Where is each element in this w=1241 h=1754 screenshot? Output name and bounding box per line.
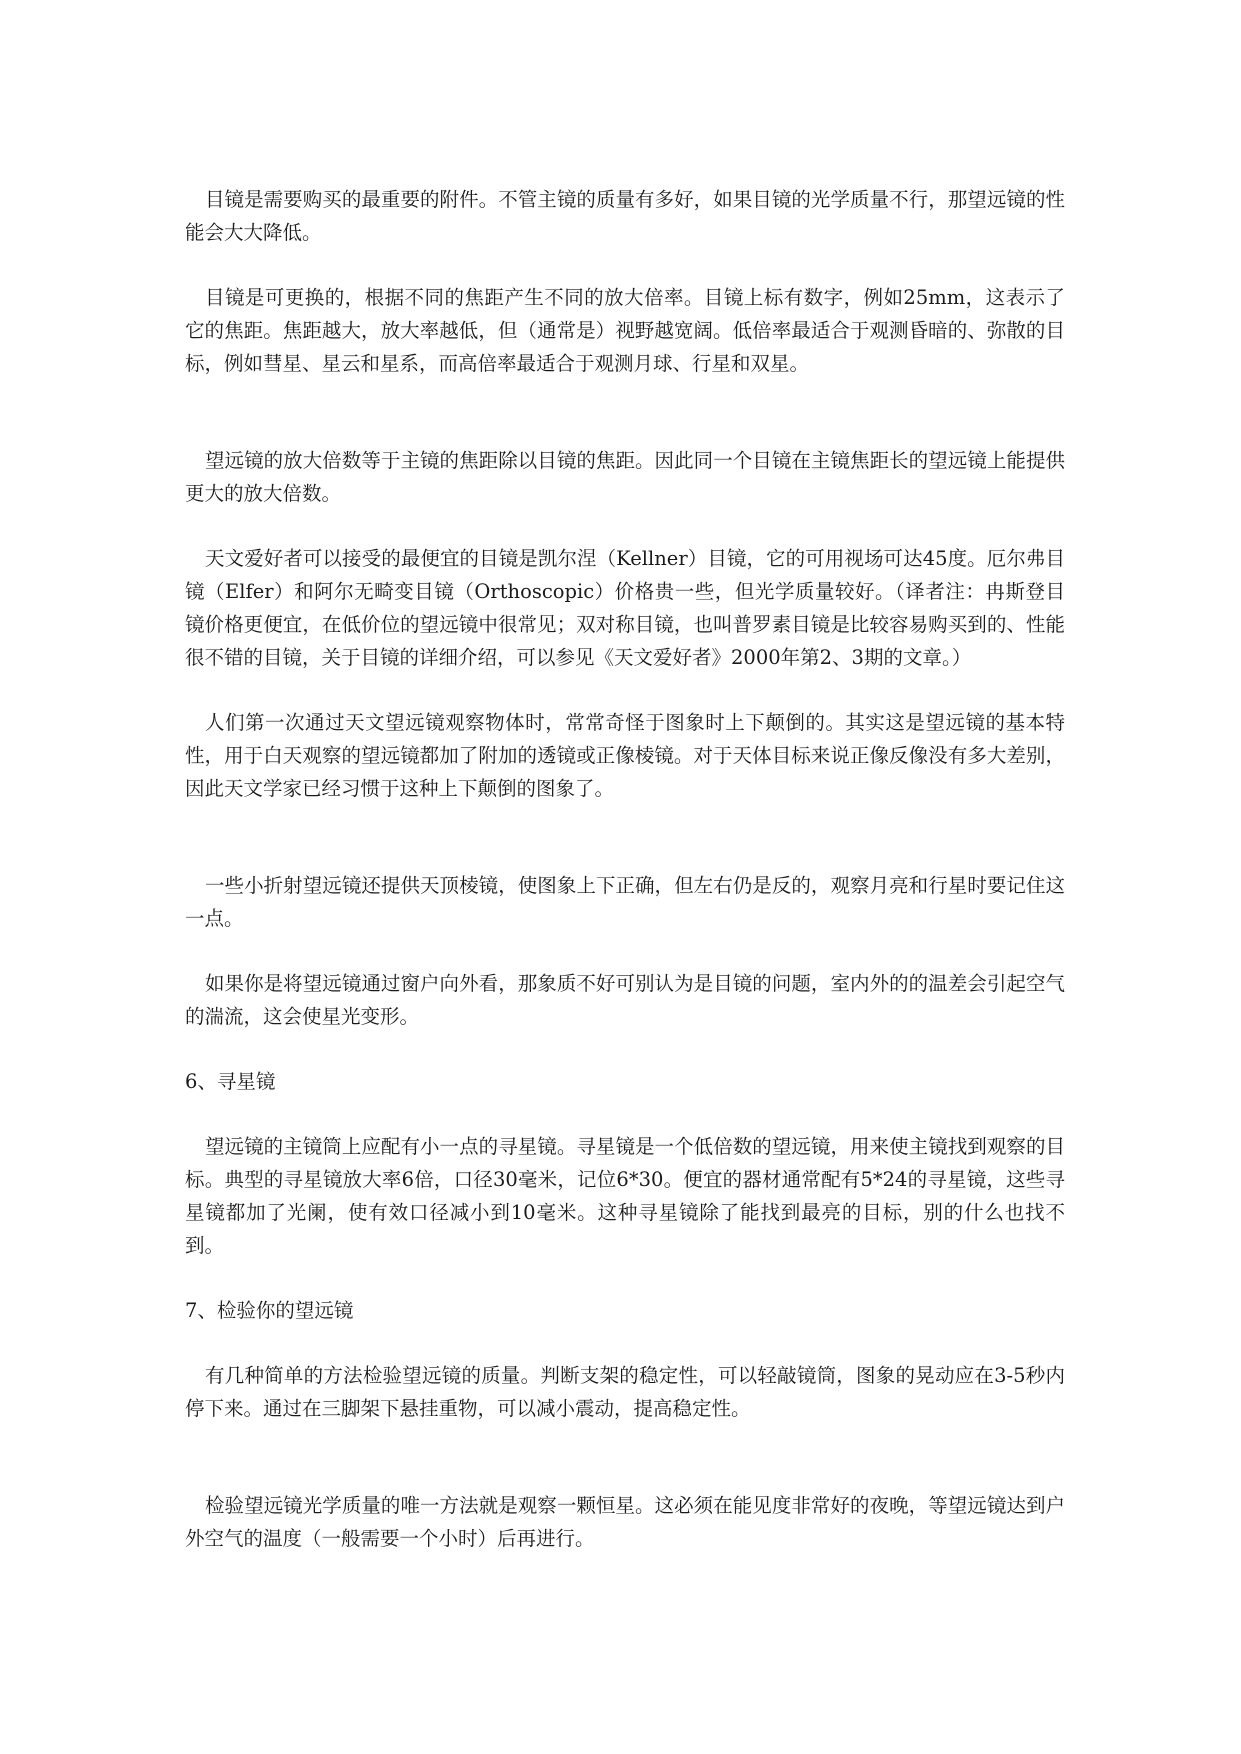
paragraph-gap [185,249,1065,281]
paragraph-gap [185,1262,1065,1294]
paragraph-stability-test: 有几种简单的方法检验望远镜的质量。判断支架的稳定性，可以轻敲镜筒，图象的晃动应在3-5秒内停下来。通过在三脚架下悬挂重物，可以减小震动，提高稳定性。 [185,1364,1065,1420]
paragraph-gap [185,1327,1065,1359]
document-page [185,183,1065,1555]
paragraph-gap [185,1425,1065,1489]
paragraph-gap [185,935,1065,967]
paragraph-eyepiece-importance: 目镜是需要购买的最重要的附件。不管主镜的质量有多好，如果目镜的光学质量不行，那望远镜的性能会大大降低。 [185,188,1065,244]
paragraph-gap [185,510,1065,542]
paragraph-zenith-prism: 一些小折射望远镜还提供天顶棱镜，使图象上下正确，但左右仍是反的，观察月亮和行星时要记住这一点。 [185,874,1065,930]
section-heading-finder: 6、寻星镜 [185,1070,276,1093]
paragraph-optical-test: 检验望远镜光学质量的唯一方法就是观察一颗恒星。这必须在能见度非常好的夜晚，等望远镜达到户外空气的温度（一般需要一个小时）后再进行。 [185,1494,1065,1550]
paragraph-magnification: 望远镜的放大倍数等于主镜的焦距除以目镜的焦距。因此同一个目镜在主镜焦距长的望远镜上能提供更大的放大倍数。 [185,449,1065,505]
paragraph-inverted-image: 人们第一次通过天文望远镜观察物体时，常常奇怪于图象时上下颠倒的。其实这是望远镜的基本特性，用于白天观察的望远镜都加了附加的透镜或正像棱镜。对于天体目标来说正像反像没有多大差别，因此天文学家已经习惯于这种上下颠倒的图象了。 [185,711,1065,800]
paragraph-eyepiece-focal-length: 目镜是可更换的，根据不同的焦距产生不同的放大倍率。目镜上标有数字，例如25mm，这表示了它的焦距。焦距越大，放大率越低，但（通常是）视野越宽阔。低倍率最适合于观测昏暗的、弥散的目标，例如彗星、星云和星系，而高倍率最适合于观测月球、行星和双星。 [185,286,1065,375]
paragraph-eyepiece-types: 天文爱好者可以接受的最便宜的目镜是凯尔涅（Kellner）目镜，它的可用视场可达45度。厄尔弗目镜（Elfer）和阿尔无畸变目镜（Orthoscopic）价格贵一些，但光学质量较好。（译者注：冉斯登目镜价格更便宜，在低价位的望远镜中很常见；双对称目镜，也叫普罗素目镜是比较容易购买到的、性能很不错的目镜，关于目镜的详细介绍，可以参见《天文爱好者》2000年第2、3期的文章。） [185,547,1065,669]
paragraph-gap [185,380,1065,444]
paragraph-finder-scope: 望远镜的主镜筒上应配有小一点的寻星镜。寻星镜是一个低倍数的望远镜，用来使主镜找到观察的目标。典型的寻星镜放大率6倍，口径30毫米，记位6*30。便宜的器材通常配有5*24的寻星镜，这些寻星镜都加了光阑，使有效口径减小到10毫米。这种寻星镜除了能找到最亮的目标，别的什么也找不到。 [185,1135,1065,1257]
paragraph-gap [185,1033,1065,1065]
paragraph-gap [185,1098,1065,1130]
paragraph-gap [185,674,1065,706]
paragraph-gap [185,805,1065,869]
paragraph-window-viewing: 如果你是将望远镜通过窗户向外看，那象质不好可别认为是目镜的问题，室内外的的温差会引起空气的湍流，这会使星光变形。 [185,972,1065,1028]
section-heading-test-telescope: 7、检验你的望远镜 [185,1299,354,1322]
